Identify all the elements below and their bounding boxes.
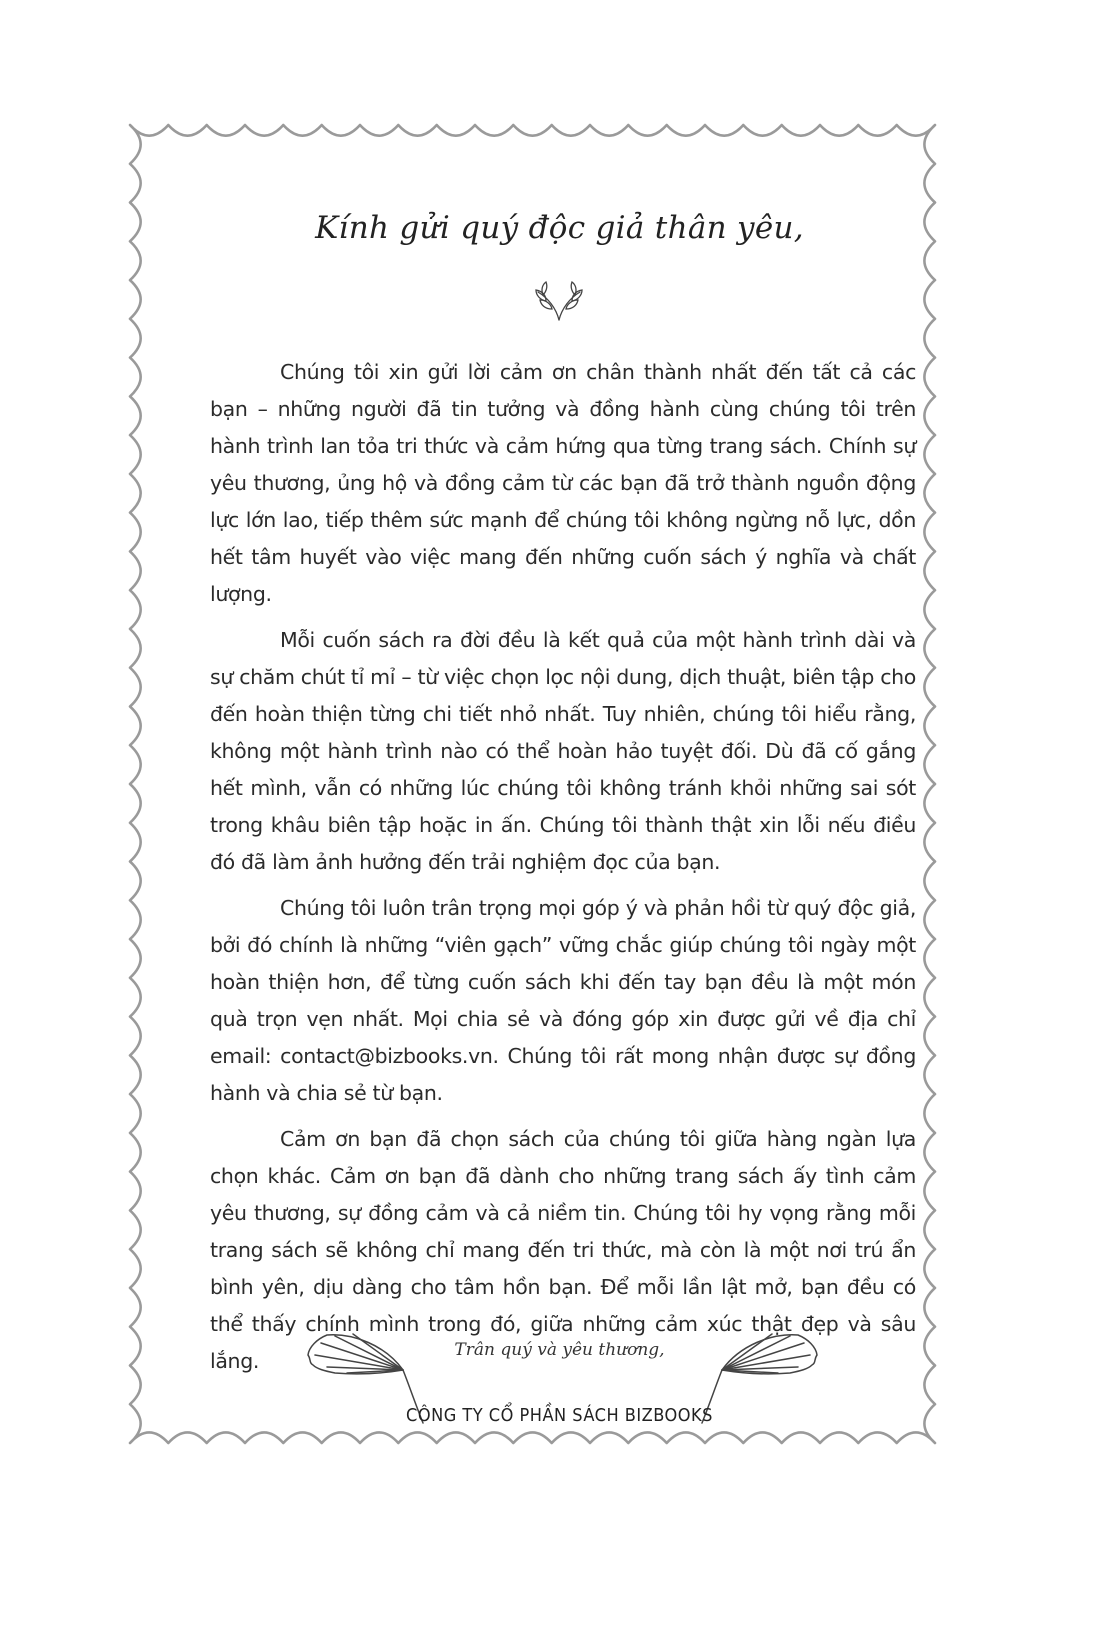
paragraph-2: Mỗi cuốn sách ra đời đều là kết quả của một hành trình dài và sự chăm chút tỉ mỉ – từ việc chọn lọc nội dung, dịch thuật, biên tập cho đến hoàn thiện từng chi tiết nhỏ nhất. Tuy nhiên, chúng tôi hiểu rằng, không một hành trình nào có thể hoàn hảo tuyệt đối. Dù đã cố gắng hết mình, vẫn có những lúc chúng tôi không tránh khỏi những sai sót trong khâu biên tập hoặc in ấn. Chúng tôi thành thật xin lỗi nếu điều đó đã làm ảnh hưởng đến trải nghiệm đọc của bạn.	[210, 628, 916, 874]
paragraph-1: Chúng tôi xin gửi lời cảm ơn chân thành nhất đến tất cả các bạn – những người đã tin tưởng và đồng hành cùng chúng tôi trên hành trình lan tỏa tri thức và cảm hứng qua từng trang sách. Chính sự yêu thương, ủng hộ và đồng cảm từ các bạn đã trở thành nguồn động lực lớn lao, tiếp thêm sức mạnh để chúng tôi không ngừng nỗ lực, dồn hết tâm huyết vào việc mang đến những cuốn sách ý nghĩa và chất lượng.	[210, 360, 916, 606]
paragraph-4: Cảm ơn bạn đã chọn sách của chúng tôi giữa hàng ngàn lựa chọn khác. Cảm ơn bạn đã dành cho những trang sách ấy tình cảm yêu thương, sự đồng cảm và cả niềm tin. Chúng tôi hy vọng rằng mỗi trang sách sẽ không chỉ mang đến tri thức, mà còn là một nơi trú ẩn bình yên, dịu dàng cho tâm hồn bạn. Để mỗi lần lật mở, bạn đều có thể thấy chính mình trong đó, giữa những cảm xúc thật đẹp và sâu lắng.	[210, 1127, 916, 1373]
letter-body	[210, 354, 916, 1389]
closing-line: Trân quý và yêu thương,	[454, 1340, 665, 1360]
company-name: CÔNG TY CỔ PHẦN SÁCH BIZBOOKS	[406, 1405, 713, 1426]
paragraph-3: Chúng tôi luôn trân trọng mọi góp ý và phản hồi từ quý độc giả, bởi đó chính là những “viên gạch” vững chắc giúp chúng tôi ngày một hoàn thiện hơn, để từng cuốn sách khi đến tay bạn đều là một món quà trọn vẹn nhất. Mọi chia sẻ và đóng góp xin được gửi về địa chỉ email: contact@bizbooks.vn. Chúng tôi rất mong nhận được sự đồng hành và chia sẻ từ bạn.	[210, 896, 916, 1105]
leaf-sprig-icon	[532, 278, 586, 322]
page-heading: Kính gửi quý độc giả thân yêu,	[315, 210, 804, 246]
